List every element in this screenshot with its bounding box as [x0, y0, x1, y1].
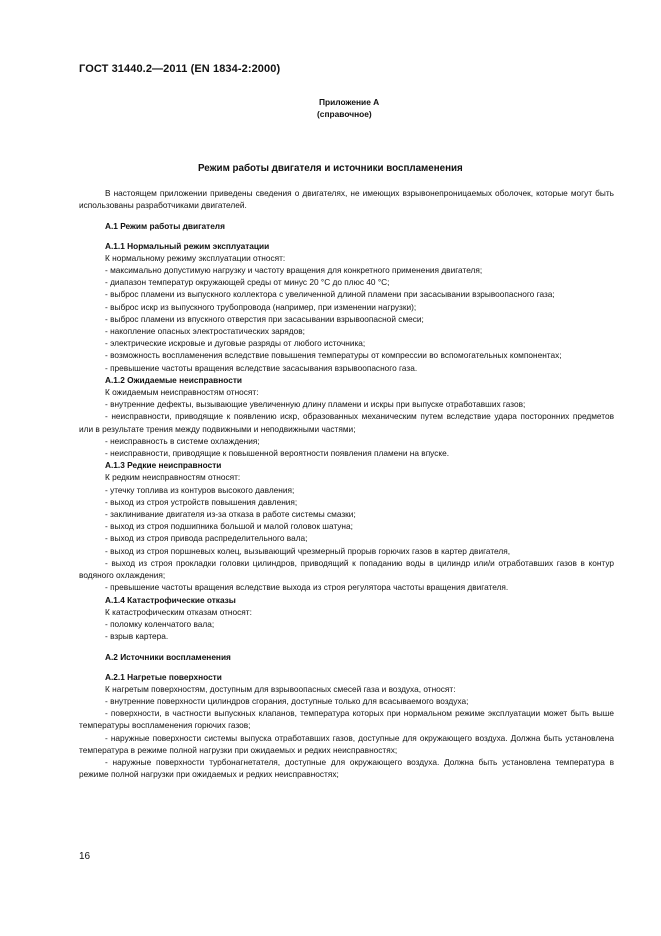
- paragraph: К нагретым поверхностям, доступным для взрывоопасных смесей газа и воздуха, относят:: [105, 683, 456, 694]
- list-item: - выход из строя устройств повышения давления;: [105, 496, 298, 507]
- section-heading: А.2 Источники воспламенения: [105, 652, 231, 663]
- list-item: - электрические искровые и дуговые разряды от любого источника;: [105, 338, 366, 349]
- list-item: - возможность воспламенения вследствие повышения температуры от компрессии во вспомогательных компонентах;: [105, 350, 562, 361]
- list-item: - поверхности, в частности выпускных клапанов, температура которых при нормальном режиме эксплуатации может быть выше температуры воспламенения горючих газов;: [79, 708, 614, 731]
- list-item: - заклинивание двигателя из-за отказа в работе системы смазки;: [105, 509, 356, 520]
- list-item: - выход из строя поршневых колец, вызывающий чрезмерный прорыв горючих газов в картер двигателя,: [105, 545, 511, 556]
- list-item: - выброс искр из выпускного трубопровода (например, при изменении нагрузки);: [105, 301, 417, 312]
- appendix-heading: Режим работы двигателя и источники воспламенения: [198, 163, 463, 174]
- list-item: - выход из строя привода распределительного вала;: [105, 533, 308, 544]
- list-item: - наружные поверхности системы выпуска отработавших газов, доступные для окружающего воздуха. Должна быть установлена температура в режиме полной нагрузки при ожидаемых и редких неисправностях;: [79, 732, 614, 755]
- appendix-subtitle: (справочное): [317, 109, 372, 119]
- list-item: - диапазон температур окружающей среды от минус 20 °С до плюс 40 °С;: [105, 277, 390, 288]
- section-heading: А.1.3 Редкие неисправности: [105, 460, 222, 471]
- list-item: - неисправности, приводящие к появлению искр, образованных механическим путем вследствие удара посторонних предметов или в результате трения между подвижными и неподвижными частями;: [79, 411, 614, 434]
- paragraph: К редким неисправностям относят:: [105, 472, 241, 483]
- list-item: - неисправность в системе охлаждения;: [105, 435, 260, 446]
- document-header: ГОСТ 31440.2—2011 (EN 1834-2:2000): [79, 63, 281, 75]
- list-item: - максимально допустимую нагрузку и частоту вращения для конкретного применения двигателя;: [105, 265, 483, 276]
- section-heading: А.2.1 Нагретые поверхности: [105, 671, 222, 682]
- list-item: - превышение частоты вращения вследствие засасывания взрывоопасного газа.: [105, 362, 418, 373]
- list-item: - выброс пламени из впускного отверстия при засасывании взрывоопасной смеси;: [105, 313, 424, 324]
- list-item: - взрыв картера.: [105, 631, 169, 642]
- appendix-title: Приложение А: [319, 97, 380, 107]
- paragraph: К ожидаемым неисправностям относят:: [105, 387, 259, 398]
- list-item: - неисправности, приводящие к повышенной вероятности появления пламени на впуске.: [105, 448, 450, 459]
- list-item: - выход из строя прокладки головки цилиндров, приводящий к попаданию воды в цилиндр или/и отработавших газов в контур водяного охлаждения;: [79, 557, 614, 581]
- list-item: - накопление опасных электростатических зарядов;: [105, 326, 305, 337]
- list-item: - внутренние дефекты, вызывающие увеличенную длину пламени и искры при выпуске отработавших газов;: [105, 399, 526, 410]
- section-heading: А.1 Режим работы двигателя: [105, 221, 225, 232]
- appendix-body: [79, 187, 614, 780]
- list-item: - превышение частоты вращения вследствие выхода из строя регулятора частоты вращения двигателя.: [105, 582, 509, 593]
- section-heading: А.1.2 Ожидаемые неисправности: [105, 374, 242, 385]
- list-item: - выход из строя подшипника большой и малой головок шатуна;: [105, 521, 353, 532]
- paragraph: К нормальному режиму эксплуатации относят:: [105, 252, 286, 263]
- paragraph: В настоящем приложении приведены сведения о двигателях, не имеющих взрывонепроницаемых оболочек, которые могут быть использованы разработчиками двигателей.: [79, 188, 614, 211]
- list-item: - выброс пламени из выпускного коллектора с увеличенной длиной пламени при засасывании взрывоопасного газа;: [105, 289, 555, 300]
- paragraph: К катастрофическим отказам относят:: [105, 606, 252, 617]
- list-item: - утечку топлива из контуров высокого давления;: [105, 484, 295, 495]
- list-item: - наружные поверхности турбонагнетателя, доступные для окружающего воздуха. Должна быть установлена температура в режиме полной нагрузки при ожидаемых и редких неисправностях;: [79, 756, 614, 780]
- list-item: - внутренние поверхности цилиндров сгорания, доступные только для всасываемого воздуха;: [105, 695, 469, 706]
- section-heading: А.1.4 Катастрофические отказы: [105, 594, 236, 605]
- list-item: - поломку коленчатого вала;: [105, 618, 215, 629]
- page-number: 16: [79, 851, 91, 862]
- section-heading: А.1.1 Нормальный режим эксплуатации: [105, 240, 270, 251]
